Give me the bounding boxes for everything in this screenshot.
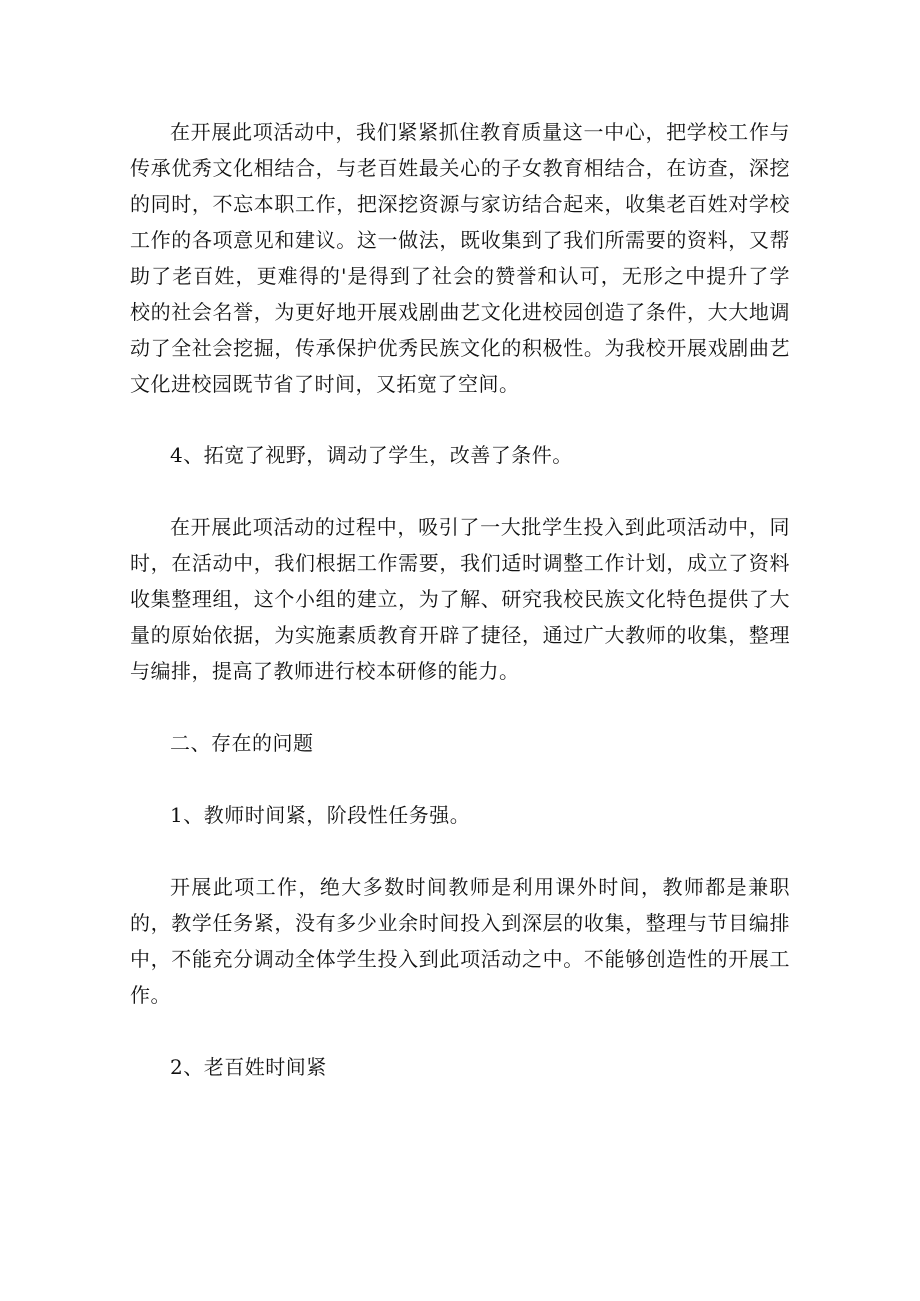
section-title-problems: 二、存在的问题: [170, 731, 314, 755]
paragraph-spacer: [130, 402, 790, 437]
document-body: [130, 114, 790, 1085]
heading-item-4: 4、拓宽了视野，调动了学生，改善了条件。: [170, 443, 573, 467]
paragraph-spacer: [130, 833, 790, 869]
paragraph-spacer: [130, 473, 790, 509]
paragraph-spacer: [130, 1013, 790, 1049]
heading-problem-1: 1、教师时间紧，阶段性任务强。: [170, 803, 471, 827]
heading-problem-2: 2、老百姓时间紧: [170, 1055, 327, 1079]
paragraph-problem-1: 开展此项工作，绝大多数时间教师是利用课外时间，教师都是兼职的，教学任务紧，没有多少业余时间投入到深层的收集，整理与节目编排中，不能充分调动全体学生投入到此项活动之中。不能够创造性的开展工作。: [130, 875, 790, 1007]
paragraph-spacer: [130, 761, 790, 797]
paragraph-spacer: [130, 689, 790, 725]
paragraph-intro: 在开展此项活动中，我们紧紧抓住教育质量这一中心，把学校工作与传承优秀文化相结合，与老百姓最关心的子女教育相结合，在访查，深挖的同时，不忘本职工作，把深挖资源与家访结合起来，收集老百姓对学校工作的各项意见和建议。这一做法，既收集到了我们所需要的资料，又帮助了老百姓，更难得的'是得到了社会的赞誉和认可，无形之中提升了学校的社会名誉，为更好地开展戏剧曲艺文化进校园创造了条件，大大地调动了全社会挖掘，传承保护优秀民族文化的积极性。为我校开展戏剧曲艺文化进校园既节省了时间，又拓宽了空间。: [130, 120, 790, 396]
paragraph-item-4: 在开展此项活动的过程中，吸引了一大批学生投入到此项活动中，同时，在活动中，我们根据工作需要，我们适时调整工作计划，成立了资料收集整理组，这个小组的建立，为了解、研究我校民族文化特色提供了大量的原始依据，为实施素质教育开辟了捷径，通过广大教师的收集，整理与编排，提高了教师进行校本研修的能力。: [130, 515, 790, 683]
